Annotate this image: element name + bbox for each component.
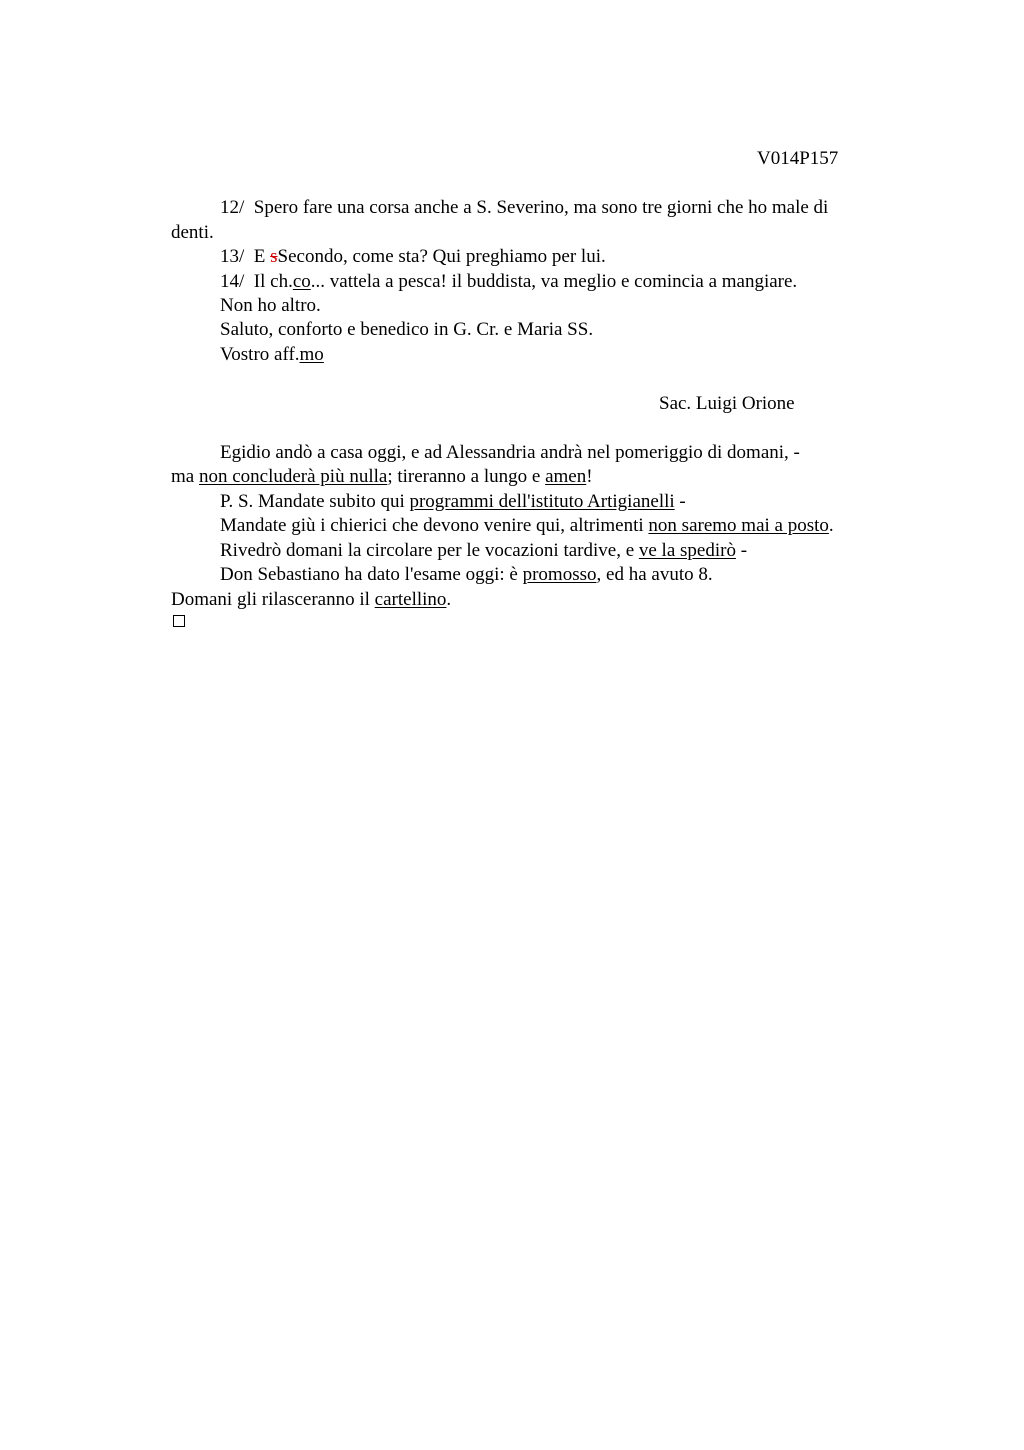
item-13-pre: E: [253, 246, 271, 267]
ps-p5-underlined: promosso: [522, 564, 597, 585]
closing-line-3-pre: Vostro aff.: [220, 344, 300, 365]
ps-p3-underlined: non saremo mai a posto: [648, 515, 829, 536]
ps-p5-cont-pre: Domani gli rilasceranno il: [171, 589, 375, 610]
item-14-number: 14/: [220, 271, 245, 292]
ps-paragraph-1-continuation: [171, 465, 593, 489]
item-12-continuation: denti.: [171, 222, 214, 243]
ps-p5-cont-end: .: [446, 589, 452, 610]
ps-paragraph-2: [220, 490, 686, 514]
item-13-number: 13/: [220, 246, 245, 267]
ps-p1-cont-end: !: [586, 466, 593, 487]
item-13-text: Secondo, come sta? Qui preghiamo per lui.: [277, 246, 606, 267]
signature: Sac. Luigi Orione: [659, 393, 795, 414]
ps-paragraph-5-continuation: [171, 588, 451, 612]
ps-paragraph-4: [220, 539, 747, 563]
ps-p1-cont-pre: ma: [171, 466, 199, 487]
ps-p1-underlined-1: non concluderà più nulla: [198, 466, 388, 487]
ps-p4-underlined: ve la spedirò: [638, 540, 736, 561]
closing-line-3-underlined: mo: [299, 344, 324, 365]
closing-line-3: [220, 343, 324, 367]
ps-p3-pre: Mandate giù i chierici che devono venire qui, altrimenti: [220, 515, 649, 536]
item-13-line: [220, 245, 606, 269]
ps-p2-pre: P. S. Mandate subito qui: [220, 491, 410, 512]
ps-p4-end: -: [735, 540, 748, 561]
item-14-pre: Il ch.: [253, 271, 293, 292]
ps-p3-end: .: [828, 515, 834, 536]
ps-paragraph-1: Egidio andò a casa oggi, e ad Alessandria andrà nel pomeriggio di domani, -: [220, 442, 800, 463]
ps-paragraph-3: [220, 514, 834, 538]
item-12-line: [220, 196, 828, 220]
ps-p5-end: , ed ha avuto 8.: [596, 564, 713, 585]
item-14-underlined: co: [292, 271, 311, 292]
ps-p5-pre: Don Sebastiano ha dato l'esame oggi: è: [220, 564, 523, 585]
item-14-text: ... vattela a pesca! il buddista, va meglio e comincia a mangiare.: [310, 271, 798, 292]
item-14-line: [220, 270, 797, 294]
item-12-text: Spero fare una corsa anche a S. Severino, ma sono tre giorni che ho male di: [253, 197, 829, 218]
closing-line-1: Non ho altro.: [220, 295, 321, 316]
ps-p5-cont-underlined: cartellino: [374, 589, 447, 610]
ps-p1-cont-mid: ; tireranno a lungo e: [387, 466, 546, 487]
end-square-icon: [173, 615, 185, 627]
item-13-struck-letter: s: [270, 246, 278, 267]
page-id: V014P157: [757, 148, 839, 169]
ps-p1-underlined-2: amen: [545, 466, 587, 487]
ps-paragraph-5: [220, 563, 713, 587]
ps-p2-underlined: programmi dell'istituto Artigianelli: [409, 491, 675, 512]
item-12-number: 12/: [220, 197, 245, 218]
ps-p2-end: -: [674, 491, 686, 512]
closing-line-2: Saluto, conforto e benedico in G. Cr. e Maria SS.: [220, 319, 594, 340]
ps-p4-pre: Rivedrò domani la circolare per le vocazioni tardive, e: [220, 540, 639, 561]
